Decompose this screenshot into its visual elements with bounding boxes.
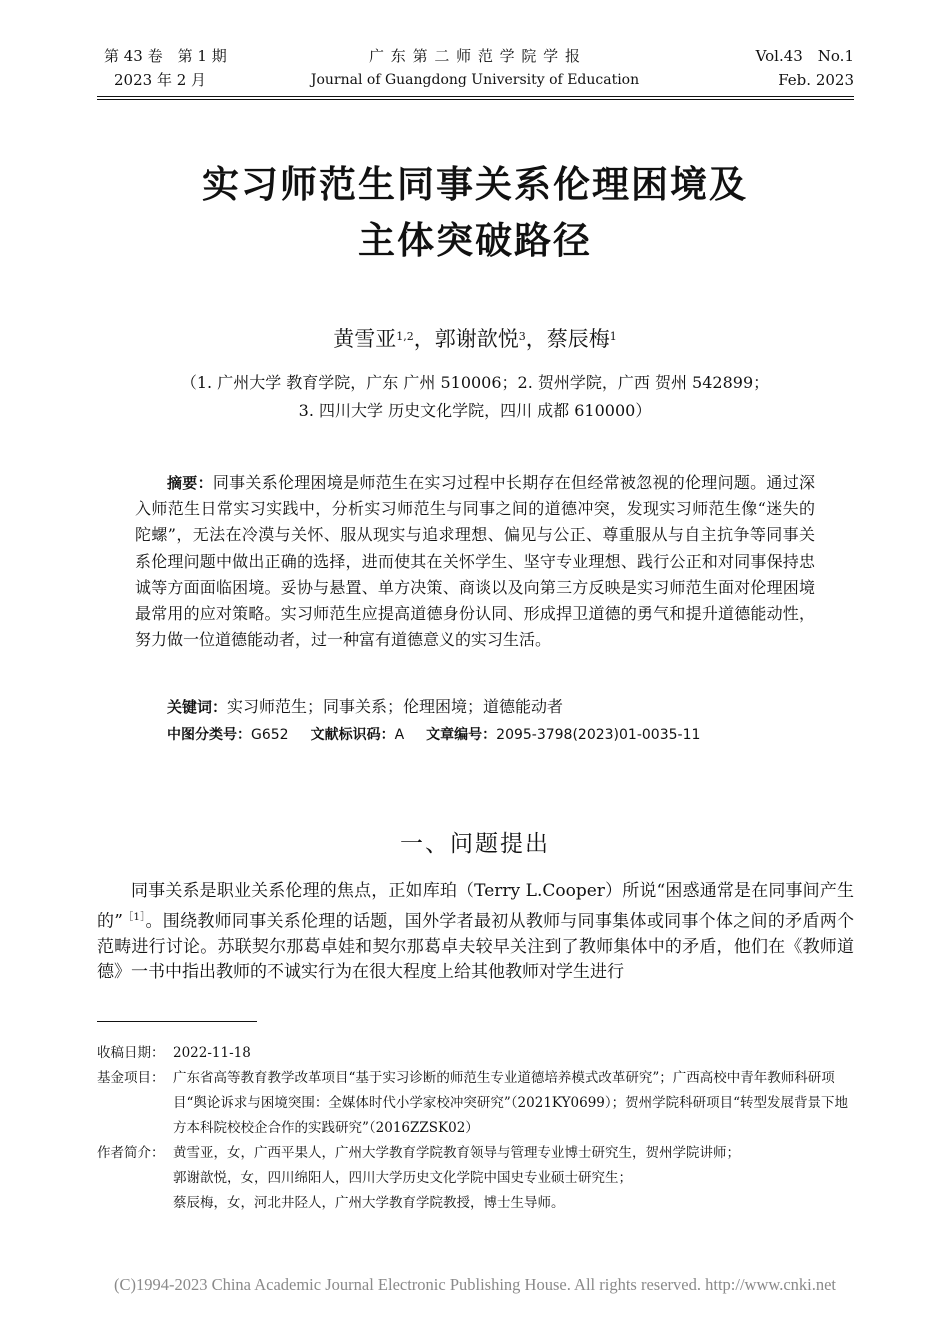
keywords-label: 关键词： — [167, 698, 228, 716]
author-name: 蔡辰梅 — [546, 327, 610, 351]
header-date-en: Feb. 2023 — [778, 71, 854, 89]
doc-code-value: A — [394, 727, 405, 743]
header-date-cn: 2023 年 2 月 — [114, 71, 207, 89]
affiliation-line2: 3. 四川大学 历史文化学院，四川 成都 610000） — [298, 401, 652, 420]
received-date-value: 2022-11-18 — [173, 1045, 251, 1061]
article-title-line1: 实习师范生同事关系伦理困境及 — [202, 162, 748, 206]
footnotes — [97, 1041, 854, 1216]
section-heading: 一、问题提出 — [400, 831, 550, 857]
copyright-notice: (C)1994-2023 China Academic Journal Electronic Publishing House. All rights reserved. http://www.cnki.net — [113, 1275, 837, 1294]
author-bio-label: 作者简介： — [97, 1145, 165, 1161]
author-name: 黄雪亚 — [333, 327, 397, 351]
body-paragraph — [97, 879, 854, 986]
footnote-rule — [97, 1021, 257, 1022]
fund-label: 基金项目： — [97, 1070, 165, 1086]
author-affiliation-mark: 1 — [609, 330, 617, 343]
author-affiliation-mark: 3 — [518, 330, 526, 343]
author-bio-line: 郭谢歆悦，女，四川绵阳人，四川大学历史文化学院中国史专业硕士研究生； — [173, 1170, 632, 1186]
header-volume-issue-cn: 第 43 卷 第 1 期 — [104, 47, 227, 65]
header-journal-en: Journal of Guangdong University of Education — [310, 72, 640, 88]
keywords-text: 实习师范生；同事关系；伦理困境；道德能动者 — [227, 697, 564, 716]
received-date-label: 收稿日期： — [97, 1045, 165, 1061]
header-rule-secondary — [97, 99, 854, 100]
author-separator: ， — [413, 327, 435, 351]
author-bio-line: 蔡辰梅，女，河北井陉人，广州大学教育学院教授，博士生导师。 — [173, 1195, 565, 1211]
classification-line — [167, 724, 700, 746]
author-bio-line: 黄雪亚，女，广西平果人，广州大学教育学院教育领导与管理专业博士研究生，贺州学院讲师； — [173, 1145, 740, 1161]
author-separator: ， — [525, 327, 547, 351]
affiliation-line1: （1. 广州大学 教育学院，广东 广州 510006；2. 贺州学院，广西 贺州 542899； — [180, 373, 770, 392]
author-list — [0, 324, 950, 354]
keywords — [167, 695, 563, 719]
author-name: 郭谢歆悦 — [434, 327, 519, 351]
body-text-continued: 。围绕教师同事关系伦理的话题，国外学者最初从教师与同事集体或同事个体之间的矛盾两个范畴进行讨论。苏联契尔那葛卓娃和契尔那葛卓夫较早关注到了教师集体中的矛盾，他们在《教师道德》一书中指出教师的不诚实行为在很大程度上给其他教师对学生进行 — [97, 911, 854, 983]
clc-label: 中图分类号： — [167, 727, 251, 743]
author-bio — [173, 1141, 854, 1216]
abstract-text: 同事关系伦理困境是师范生在实习过程中长期存在但经常被忽视的伦理问题。通过深入师范生日常实习实践中，分析实习师范生与同事之间的道德冲突，发现实习师范生像“迷失的陀螺”，无法在冷漠与关怀、服从现实与追求理想、偏见与公正、尊重服从与自主抗争等同事关系伦理问题中做出正确的选择，进而使其在关怀学生、坚守专业理想、践行公正和对同事保持忠诚等方面面临困境。妥协与悬置、单方决策、商谈以及向第三方反映是实习师范生面对伦理困境最常用的应对策略。实习师范生应提高道德身份认同、形成捍卫道德的勇气和提升道德能动性，努力做一位道德能动者，过一种富有道德意义的实习生活。 — [135, 473, 815, 650]
citation-reference: ［1］ — [122, 911, 146, 923]
header-rule — [97, 96, 854, 97]
author-affiliation-mark: 1,2 — [396, 330, 414, 343]
body-text-start: 同事关系是职业关系伦理的焦点，正如库珀（Terry L.Cooper）所说“困惑通常是在同事间产生的” — [97, 881, 854, 932]
clc-value: G652 — [251, 727, 289, 743]
article-number-label: 文章编号： — [426, 727, 497, 743]
header-volume-issue-en: Vol.43 No.1 — [755, 47, 854, 65]
article-number-value: 2095-3798(2023)01-0035-11 — [496, 727, 701, 743]
header-journal-cn: 广 东 第 二 师 范 学 院 学 报 — [369, 47, 581, 65]
article-title-line2: 主体突破路径 — [358, 218, 592, 262]
abstract-label: 摘要： — [167, 474, 213, 492]
doc-code-label: 文献标识码： — [310, 727, 395, 743]
abstract — [135, 470, 815, 653]
fund-value: 广东省高等教育教学改革项目“基于实习诊断的师范生专业道德培养模式改革研究”；广西高校中青年教师科研项目“舆论诉求与困境突围：全媒体时代小学家校冲突研究”（2021KY0699）；贺州学院科研项目“转型发展背景下地方本科院校校企合作的实践研究”（2016ZZSK02） — [173, 1070, 849, 1136]
